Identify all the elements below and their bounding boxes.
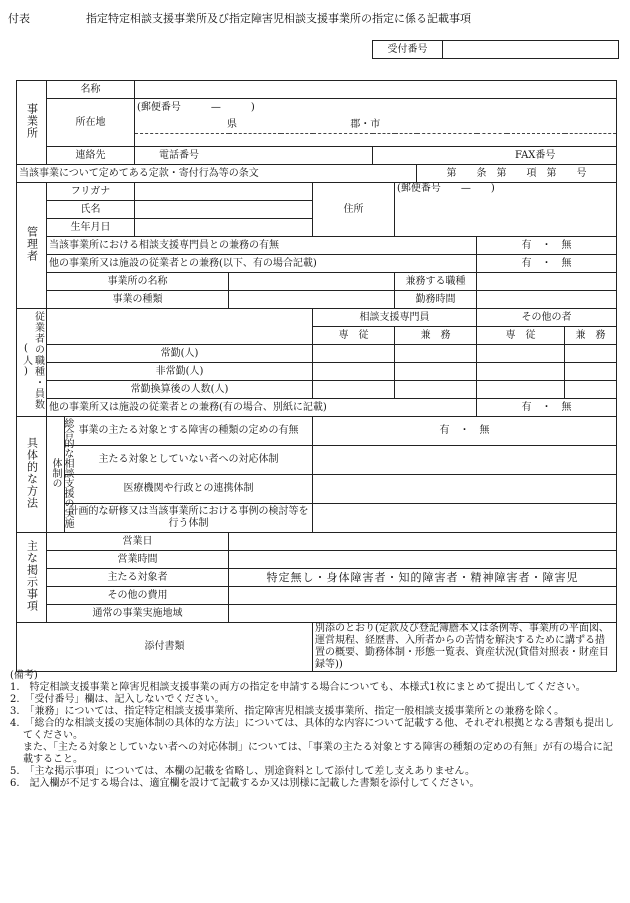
form-header [8, 10, 471, 26]
system-row2-label: 主たる対象としていない者への対応体制 [65, 446, 313, 475]
office-name-field[interactable] [135, 81, 617, 99]
application-form-table [16, 80, 617, 672]
note-4-continued: また、「主たる対象としていない者への対応体制」については、「事業の主たる対象とする障害の種類の定めの有無」が有の場合に記載すること。 [23, 742, 613, 765]
row-converted-label: 常勤換算後の人数(人) [47, 381, 313, 399]
service-area-field[interactable] [229, 605, 617, 623]
business-type-label: 事業の種類 [47, 291, 229, 309]
manager-name-label: 氏名 [47, 201, 135, 219]
converted-other-full[interactable] [477, 381, 565, 399]
target-label: 主たる対象者 [47, 569, 229, 587]
office-prefecture-row[interactable] [135, 116, 617, 134]
form-label: 付表 [8, 12, 30, 25]
parttime-other-concurrent[interactable] [565, 363, 617, 381]
concurrent-job-field[interactable] [477, 273, 617, 291]
col-other-concurrent-header: 兼 務 [565, 327, 617, 345]
system-row2-field[interactable] [313, 446, 617, 475]
system-row4-field[interactable] [313, 504, 617, 533]
staff-section-label: 従業者の職種・員数(人) [17, 309, 47, 417]
staff-concurrent-label: 他の事業所又は施設の従業者との兼務(有の場合、別紙に記載) [47, 399, 477, 417]
fulltime-counselor-concurrent[interactable] [395, 345, 477, 363]
articles-field[interactable]: 第 条 第 項 第 号 [417, 165, 617, 183]
prefecture-label: 県 [227, 118, 238, 130]
furigana-label: フリガナ [47, 183, 135, 201]
col-counselor-concurrent-header: 兼 務 [395, 327, 477, 345]
receipt-number-label: 受付番号 [373, 41, 443, 59]
business-hours-label: 営業時間 [47, 551, 229, 569]
office-address-label: 所在地 [47, 99, 135, 147]
concurrent-counselor-choice[interactable]: 有 ・ 無 [477, 237, 617, 255]
row-fulltime-label: 常勤(人) [47, 345, 313, 363]
parttime-counselor-full[interactable] [313, 363, 395, 381]
fulltime-counselor-full[interactable] [313, 345, 395, 363]
col-counselor-header: 相談支援専門員 [313, 309, 477, 327]
converted-other-concurrent[interactable] [565, 381, 617, 399]
manager-address-label: 住所 [313, 183, 395, 237]
row-parttime-label: 非常勤(人) [47, 363, 313, 381]
furigana-field[interactable] [135, 183, 313, 201]
business-hours-field[interactable] [229, 551, 617, 569]
concurrent-counselor-label: 当該事業所における相談支援専門員との兼務の有無 [47, 237, 477, 255]
attachments-label: 添付書類 [17, 623, 313, 672]
manager-section-label: 管理者 [17, 183, 47, 309]
other-fees-label: その他の費用 [47, 587, 229, 605]
staff-header-blank [47, 309, 313, 345]
fulltime-other-concurrent[interactable] [565, 345, 617, 363]
work-hours-field[interactable] [477, 291, 617, 309]
concurrent-job-label: 兼務する職種 [395, 273, 477, 291]
office-postal-field[interactable]: (郵便番号 — ) [135, 99, 617, 117]
phone-field[interactable] [135, 147, 373, 165]
birth-date-field[interactable] [135, 219, 313, 237]
system-section-label: 具体的な方法 [17, 417, 47, 533]
business-days-label: 営業日 [47, 533, 229, 551]
note-2: 2. 「受付番号」欄は、記入しないでください。 [10, 694, 225, 705]
notes-title: (備考) [10, 670, 38, 681]
parttime-other-full[interactable] [477, 363, 565, 381]
receipt-number-table [372, 40, 619, 59]
note-4: 4. 「総合的な相談支援の実施体制の具体的な方法」については、具体的な内容について記載する他、それぞれ根拠となる書類も提出してください。 [10, 718, 615, 741]
office-section-label: 事業所 [17, 81, 47, 165]
city-label: 郡・市 [350, 118, 381, 130]
manager-name-field[interactable] [135, 201, 313, 219]
note-6: 6. 記入欄が不足する場合は、適宜欄を設けて記載するか又は別様に記載した書類を添付してください。 [10, 778, 480, 789]
fax-label: FAX番号 [515, 149, 556, 161]
other-office-name-field[interactable] [229, 273, 395, 291]
converted-counselor-concurrent[interactable] [395, 381, 477, 399]
receipt-number-field[interactable] [443, 41, 619, 59]
other-office-name-label: 事業所の名称 [47, 273, 229, 291]
concurrent-other-choice[interactable]: 有 ・ 無 [477, 255, 617, 273]
business-days-field[interactable] [229, 533, 617, 551]
concurrent-other-label: 他の事業所又は施設の従業者との兼務(以下、有の場合記載) [47, 255, 477, 273]
parttime-counselor-concurrent[interactable] [395, 363, 477, 381]
notice-section-label: 主な掲示事項 [17, 533, 47, 623]
system-row3-label: 医療機関や行政との連携体制 [65, 475, 313, 504]
note-3: 3. 「兼務」については、指定特定相談支援事業所、指定障害児相談支援事業所、指定一般相談支援事業所との兼務を除く。 [10, 706, 565, 717]
system-sub-label: 総合的な相談支援の実施体制の [47, 417, 65, 533]
contact-label: 連絡先 [47, 147, 135, 165]
attachments-description: 別添のとおり(定款及び登記簿謄本又は条例等、事業所の平面図、運営規程、経歴書、入所者からの苦情を解決するために講ずる措置の概要、勤務体制・形態一覧表、資産状況(貸借対照表・財産目録等)) [313, 623, 617, 672]
articles-label: 当該事業について定めてある定款・寄付行為等の条文 [17, 165, 417, 183]
target-choice[interactable]: 特定無し・身体障害者・知的障害者・精神障害者・障害児 [229, 569, 617, 587]
business-type-field[interactable] [229, 291, 395, 309]
system-row4-label: 計画的な研修又は当該事業所における事例の検討等を行う体制 [65, 504, 313, 533]
system-row3-field[interactable] [313, 475, 617, 504]
service-area-label: 通常の事業実施地域 [47, 605, 229, 623]
office-name-label: 名称 [47, 81, 135, 99]
work-hours-label: 勤務時間 [395, 291, 477, 309]
col-other-header: その他の者 [477, 309, 617, 327]
converted-counselor-full[interactable] [313, 381, 395, 399]
manager-address-field[interactable]: (郵便番号 — ) [395, 183, 617, 237]
other-fees-field[interactable] [229, 587, 617, 605]
system-row1-choice[interactable]: 有 ・ 無 [313, 417, 617, 446]
note-1: 1. 特定相談支援事業と障害児相談支援事業の両方の指定を申請する場合についても、本様式1枚にまとめて提出してください。 [10, 682, 586, 693]
note-5: 5. 「主な掲示事項」については、本欄の記載を省略し、別途資料として添付して差し支えありません。 [10, 766, 475, 777]
notes-section [10, 670, 618, 790]
system-row1-label: 事業の主たる対象とする障害の種類の定めの有無 [65, 417, 313, 446]
fax-field[interactable] [373, 147, 617, 165]
birth-date-label: 生年月日 [47, 219, 135, 237]
staff-concurrent-choice[interactable]: 有 ・ 無 [477, 399, 617, 417]
col-other-full-header: 専 従 [477, 327, 565, 345]
office-address-detail-field[interactable] [135, 134, 617, 147]
phone-label: 電話番号 [159, 149, 200, 161]
fulltime-other-full[interactable] [477, 345, 565, 363]
form-title: 指定特定相談支援事業所及び指定障害児相談支援事業所の指定に係る記載事項 [86, 12, 471, 25]
col-counselor-full-header: 専 従 [313, 327, 395, 345]
